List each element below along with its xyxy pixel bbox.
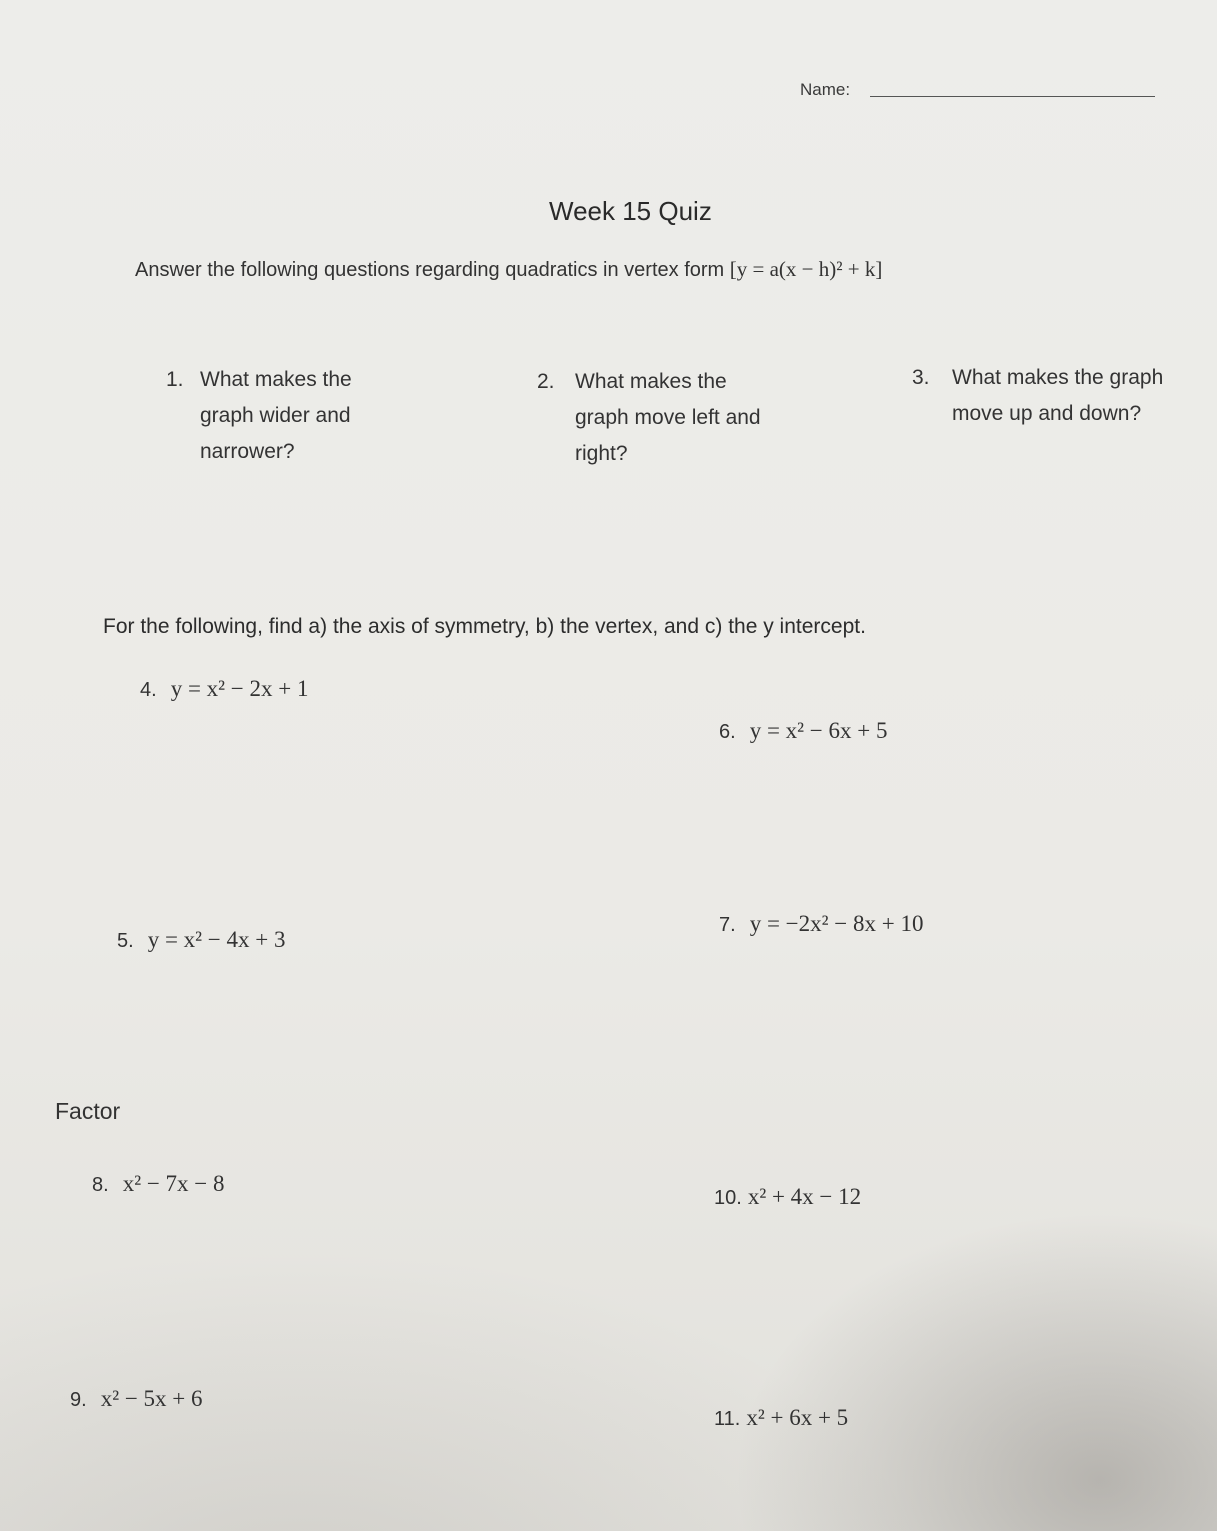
vertex-form-instruction-text: Answer the following questions regarding quadratics in vertex form (135, 259, 725, 281)
problem-expression: x² − 7x − 8 (122, 1171, 225, 1196)
question-number: 2. (537, 370, 555, 393)
problem-equation: y = x² − 2x + 1 (170, 676, 309, 701)
vertex-form-formula: [y = a(x − h)² + k] (729, 257, 883, 281)
problem-number: 8. (92, 1174, 109, 1196)
problem-6 (719, 717, 888, 744)
problem-number: 10. (714, 1187, 742, 1209)
problem-8 (92, 1170, 225, 1197)
symmetry-instruction: For the following, find a) the axis of symmetry, b) the vertex, and c) the y intercept. (103, 615, 866, 638)
problem-number: 4. (140, 679, 157, 701)
question-2 (537, 364, 767, 474)
problem-equation: y = −2x² − 8x + 10 (749, 911, 924, 936)
factor-heading: Factor (55, 1098, 121, 1124)
problem-7 (719, 910, 923, 937)
problem-9 (70, 1385, 203, 1412)
question-1 (166, 362, 396, 472)
problem-4 (140, 675, 309, 702)
question-number: 1. (166, 368, 184, 391)
problem-equation: y = x² − 6x + 5 (749, 718, 888, 743)
problem-expression: x² − 5x + 6 (100, 1386, 203, 1411)
problem-equation: y = x² − 4x + 3 (147, 927, 286, 952)
question-text: What makes the graph move up and down? (952, 366, 1164, 425)
vertex-form-instruction (135, 257, 882, 282)
problem-number: 6. (719, 721, 736, 743)
page-title: Week 15 Quiz (549, 196, 712, 226)
name-label: Name: (800, 80, 851, 99)
problem-number: 5. (117, 930, 134, 952)
question-number: 3. (912, 366, 930, 389)
problem-number: 9. (70, 1389, 87, 1411)
problem-expression: x² + 4x − 12 (747, 1184, 862, 1209)
question-text: What makes the graph move left and right? (575, 370, 761, 465)
problem-number: 7. (719, 914, 736, 936)
problem-10 (714, 1183, 861, 1210)
name-blank-line[interactable] (870, 96, 1155, 97)
question-3 (912, 360, 1192, 470)
problem-expression: x² + 6x + 5 (746, 1405, 849, 1430)
problem-number: 11. (714, 1408, 741, 1430)
problem-5 (117, 926, 286, 953)
problem-11 (714, 1404, 848, 1431)
question-text: What makes the graph wider and narrower? (200, 368, 352, 463)
